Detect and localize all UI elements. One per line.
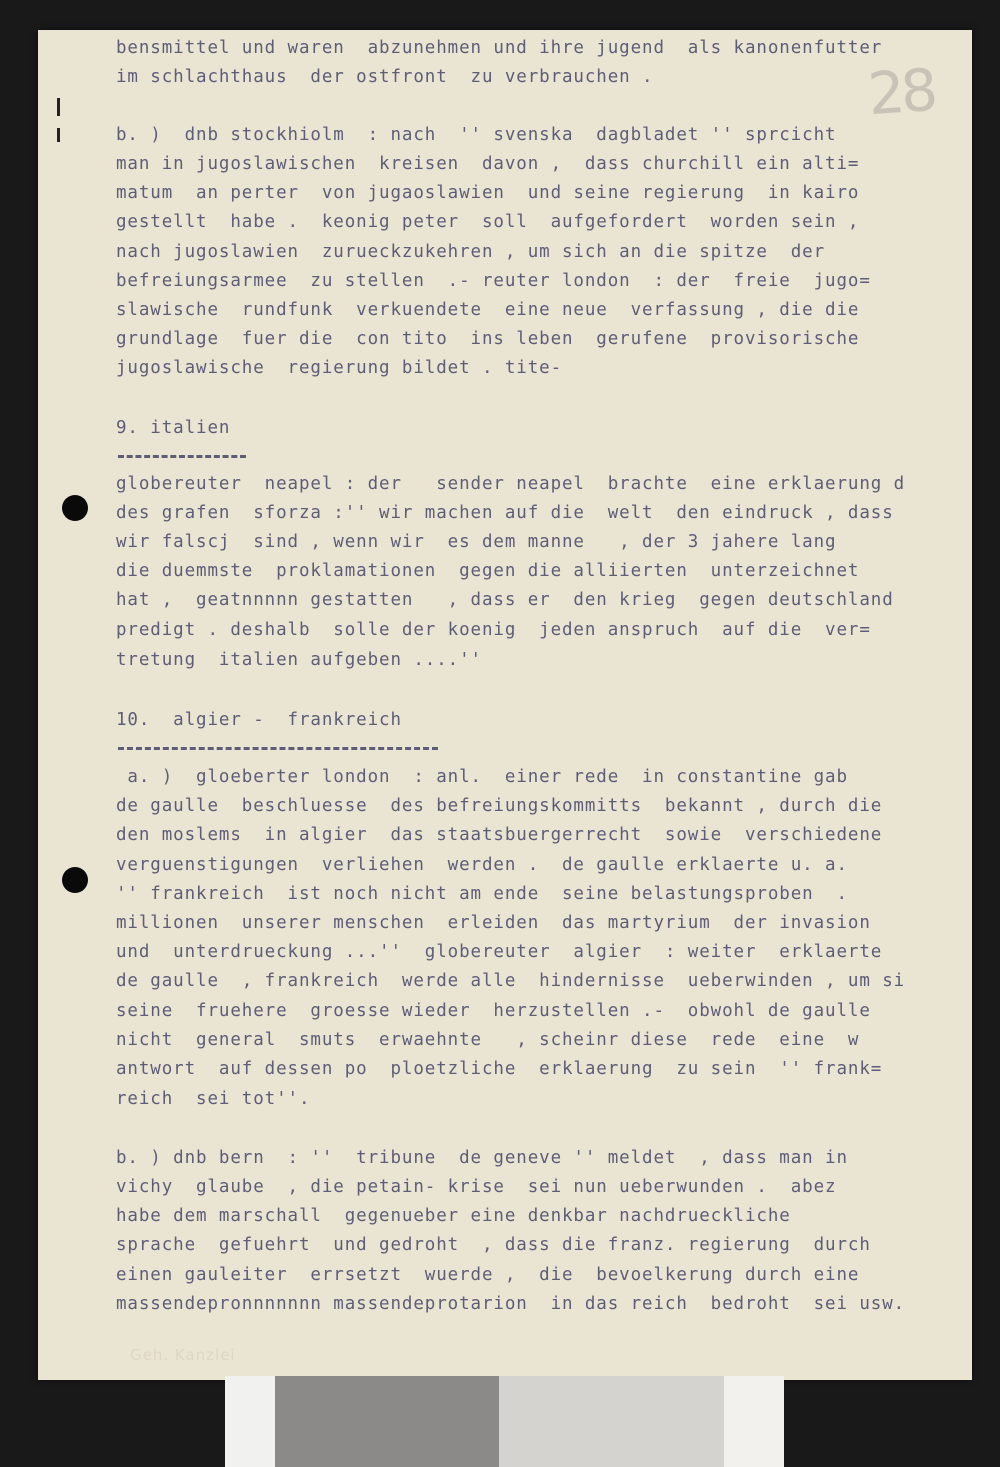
text-line: b. ) dnb stockhiolm : nach '' svenska dagbladet '' sprcicht: [116, 125, 837, 145]
text-line: einen gauleiter errsetzt wuerde , die bevoelkerung durch eine: [116, 1265, 860, 1285]
faint-stamp-text: Geh. Kanzlei: [130, 1346, 236, 1364]
text-line: grundlage fuer die con tito ins leben gerufene provisorische: [116, 329, 860, 349]
text-line: tretung italien aufgeben ....'': [116, 650, 482, 670]
text-line: und unterdrueckung ...'' globereuter algier : weiter erklaerte: [116, 942, 883, 962]
margin-mark: [57, 98, 60, 116]
section-underline: [118, 455, 246, 458]
text-line: globereuter neapel : der sender neapel brachte eine erklaerung d: [116, 474, 906, 494]
text-line: befreiungsarmee zu stellen .- reuter london : der freie jugo=: [116, 271, 871, 291]
text-line: '' frankreich ist noch nicht am ende seine belastungsproben .: [116, 884, 848, 904]
text-line: nach jugoslawien zurueckzukehren , um sich an die spitze der: [116, 242, 826, 262]
text-line: den moslems in algier das staatsbuergerrecht sowie verschiedene: [116, 825, 883, 845]
text-line: gestellt habe . keonig peter soll aufgefordert worden sein ,: [116, 212, 860, 232]
color-reference-card-light: [499, 1376, 724, 1467]
punch-hole-top: [62, 495, 88, 521]
text-line: b. ) dnb bern : '' tribune de geneve '' meldet , dass man in: [116, 1148, 848, 1168]
text-line: bensmittel und waren abzunehmen und ihre jugend als kanonenfutter: [116, 38, 883, 58]
text-line: predigt . deshalb solle der koenig jeden anspruch auf die ver=: [116, 620, 871, 640]
text-line: matum an perter von jugaoslawien und seine regierung in kairo: [116, 183, 860, 203]
color-reference-card-grey: [275, 1376, 499, 1467]
text-line: hat , geatnnnnn gestatten , dass er den krieg gegen deutschland: [116, 590, 894, 610]
text-line: de gaulle , frankreich werde alle hindernisse ueberwinden , um si: [116, 971, 906, 991]
handwritten-page-number: 28: [865, 55, 937, 129]
text-line: slawische rundfunk verkuendete eine neue verfassung , die die: [116, 300, 860, 320]
text-line: verguenstigungen verliehen werden . de gaulle erklaerte u. a.: [116, 855, 848, 875]
text-line: massendepronnnnnnn massendeprotarion in das reich bedroht sei usw.: [116, 1294, 906, 1314]
text-line: de gaulle beschluesse des befreiungskommitts bekannt , durch die: [116, 796, 883, 816]
text-line: jugoslawische regierung bildet . tite-: [116, 358, 562, 378]
text-line: a. ) gloeberter london : anl. einer rede in constantine gab: [116, 767, 848, 787]
section-heading: 10. algier - frankreich: [116, 710, 402, 730]
punch-hole-bottom: [62, 867, 88, 893]
text-line: millionen unserer menschen erleiden das martyrium der invasion: [116, 913, 871, 933]
text-line: die duemmste proklamationen gegen die alliierten unterzeichnet: [116, 561, 860, 581]
section-heading: 9. italien: [116, 418, 231, 438]
margin-mark: [57, 128, 60, 142]
text-line: sprache gefuehrt und gedroht , dass die franz. regierung durch: [116, 1235, 871, 1255]
color-reference-card-white: [724, 1376, 784, 1467]
text-line: habe dem marschall gegenueber eine denkbar nachdrueckliche: [116, 1206, 791, 1226]
color-reference-card-white: [225, 1376, 275, 1467]
section-underline: [118, 747, 438, 750]
text-line: man in jugoslawischen kreisen davon , dass churchill ein alti=: [116, 154, 860, 174]
text-line: des grafen sforza :'' wir machen auf die welt den eindruck , dass: [116, 503, 894, 523]
text-line: nicht general smuts erwaehnte , scheinr diese rede eine w: [116, 1030, 860, 1050]
text-line: vichy glaube , die petain- krise sei nun ueberwunden . abez: [116, 1177, 837, 1197]
text-line: wir falscj sind , wenn wir es dem manne , der 3 jahere lang: [116, 532, 837, 552]
text-line: reich sei tot''.: [116, 1089, 311, 1109]
text-line: im schlachthaus der ostfront zu verbrauchen .: [116, 67, 654, 87]
text-line: seine fruehere groesse wieder herzustellen .- obwohl de gaulle: [116, 1001, 871, 1021]
text-line: antwort auf dessen po ploetzliche erklaerung zu sein '' frank=: [116, 1059, 883, 1079]
